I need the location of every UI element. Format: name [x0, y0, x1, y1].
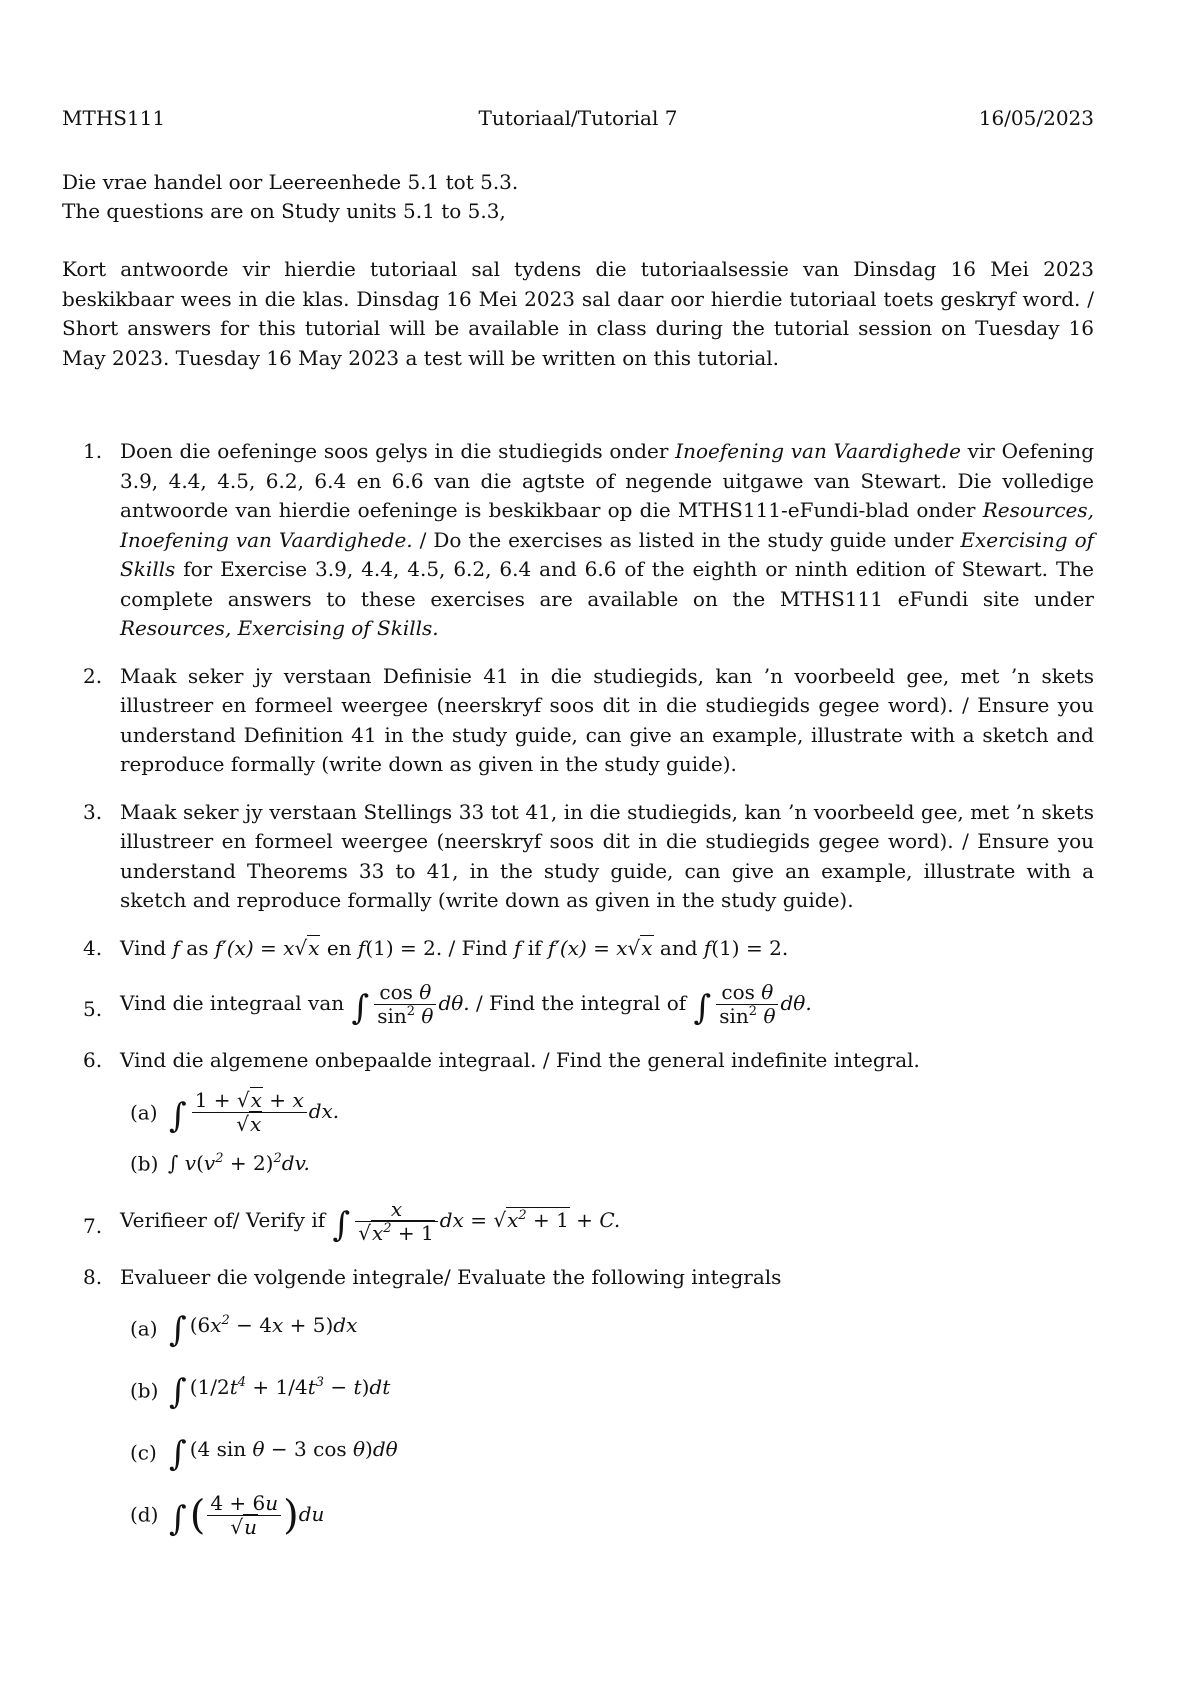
q1-text-d: Resources, Inoefening van Vaardighede.: [120, 498, 1095, 552]
question-4: [62, 934, 1094, 964]
q1-text-g: for Exercise 3.9, 4.4, 4.5, 6.2, 6.4 and 6.6 of the eighth or ninth edition of Stewart. The complete answers to these exercises are available on the MTHS111 eFundi site under: [120, 557, 1095, 611]
part-label: (a): [130, 1316, 158, 1341]
part-label: (b): [130, 1378, 159, 1403]
q8-text: Evalueer die volgende integrale/ Evaluate the following integrals: [120, 1264, 782, 1289]
math-integral-1: ∫ $\frac{\text{cos θ}}{\sin^2 \theta}$ dθ.: [351, 980, 470, 1028]
q8-part-a: [120, 1302, 1094, 1356]
math-integral-6b: ∫ $v(v^2 + 2)^2dv$.: [168, 1150, 310, 1175]
q1-text-f: Exercising of Skills: [120, 527, 1095, 581]
math-f: f: [513, 935, 522, 960]
q4-text: en: [326, 935, 352, 960]
q1-text-c: vir Oefening 3.9, 4.4, 4.5, 6.2, 6.4 en 6.6 van die agtste of negende uitgawe van Stewart. Die volledige antwoorde van hierdie oefeninge is beskikbaar op die MTHS111-eFundi-blad onder: [120, 439, 1094, 522]
math-derivative-eq: f′(x) = x√x: [214, 935, 320, 960]
math-integral-6a: ∫ $\frac{1 + √x + x}{√x}$ dx.: [169, 1088, 340, 1136]
part-label: (a): [130, 1099, 158, 1124]
q6-parts: [120, 1086, 1094, 1180]
question-number: 4.: [83, 935, 103, 960]
question-number: 5.: [83, 997, 103, 1021]
q1-text-a: Doen die oefeninge soos gelys in die studiegids onder: [120, 439, 669, 463]
math-derivative-eq: f′(x) = x√x: [547, 935, 653, 960]
q8-part-d: [120, 1488, 1094, 1542]
q7-text: Verifieer of/ Verify if: [120, 1207, 326, 1232]
q5-text: / Find the integral of: [476, 991, 687, 1015]
tutorial-page: [62, 106, 1094, 1560]
q4-text: if: [527, 935, 542, 960]
intro-english: The questions are on Study units 5.1 to 5.3,: [62, 199, 506, 223]
question-1: [62, 437, 1094, 644]
question-5: [62, 981, 1094, 1028]
math-initial-cond: f(1) = 2: [703, 935, 782, 960]
q4-text: . / Find: [435, 935, 508, 960]
q8-part-c: [120, 1426, 1094, 1480]
q4-text: as: [186, 935, 209, 960]
question-8: [62, 1263, 1094, 1543]
math-integral-2: ∫ $\frac{\text{cos θ}}{\sin^2 \theta}$ dθ.: [693, 980, 812, 1028]
q1-text-e: / Do the exercises as listed in the study guide under: [419, 527, 954, 552]
part-label: (d): [130, 1502, 159, 1527]
math-integral-8b: ∫ $(1/2t^4 + 1/4t^3 - t)dt$: [169, 1372, 391, 1412]
question-6: [62, 1046, 1094, 1180]
intro-afrikaans: Die vrae handel oor Leereenhede 5.1 tot 5.3.: [62, 170, 519, 194]
notice-paragraph: Kort antwoorde vir hierdie tutoriaal sal tydens die tutoriaalsessie van Dinsdag 16 Mei 2023 beskikbaar wees in die klas. Dinsdag 16 Mei 2023 sal daar oor hierdie tutoriaal toets geskryf word. / Short answers for this tutorial will be available in class during the tutorial session on Tuesday 16 May 2023. Tuesday 16 May 2023 a test will be written on this tutorial.: [62, 257, 1094, 370]
q8-part-b: [120, 1364, 1094, 1418]
q6-part-a: [120, 1086, 1094, 1140]
q8-parts: [120, 1302, 1094, 1542]
question-number: 1.: [83, 439, 103, 463]
question-3: [62, 798, 1094, 916]
math-f: f: [172, 935, 180, 960]
q4-text: .: [781, 935, 789, 960]
question-number: 6.: [83, 1048, 103, 1072]
part-label: (b): [130, 1150, 159, 1175]
q5-text: Vind die integraal van: [120, 991, 345, 1015]
q6-part-b: [120, 1148, 1094, 1180]
q4-text: Vind: [120, 935, 167, 960]
page-header: [62, 106, 1094, 130]
math-initial-cond: f(1) = 2: [357, 935, 436, 960]
q6-text: Vind die algemene onbepaalde integraal. / Find the general indefinite integral.: [120, 1048, 920, 1072]
question-number: 3.: [83, 799, 103, 824]
q3-text: Maak seker jy verstaan Stellings 33 tot 41, in die studiegids, kan ’n voorbeeld gee, met ’n skets illustreer en formeel weergee (neerskryf soos dit in die studiegids gegee word). / Ensure you understand Theorems 33 to 41, in the study guide, can give an example, illustrate with a sketch and reproduce formally (write down as given in the study guide).: [120, 799, 1094, 912]
part-label: (c): [130, 1440, 157, 1465]
question-list: [62, 437, 1094, 1542]
q1-text-b: Inoefening van Vaardighede: [675, 439, 961, 463]
course-code: MTHS111: [62, 106, 166, 130]
question-2: [62, 662, 1094, 780]
question-7: [62, 1198, 1094, 1245]
intro: [62, 168, 1094, 226]
q4-text: and: [659, 935, 698, 960]
q1-text-h: Resources, Exercising of Skills.: [120, 616, 439, 640]
math-integral-8c: ∫ (4 sin θ − 3 cos θ)dθ: [169, 1434, 398, 1474]
tutorial-date: 16/05/2023: [978, 106, 1094, 130]
question-number: 7.: [83, 1213, 103, 1238]
tutorial-title: Tutoriaal/Tutorial 7: [478, 106, 678, 130]
math-integral-8a: ∫ $(6x^2 - 4x + 5)dx$: [169, 1310, 358, 1350]
math-integral-7: ∫ $\frac{x}{√x^2 + 1}$ dx = $√x^2 + 1 + C$.: [332, 1196, 621, 1245]
math-integral-8d: ∫( $\frac{4 + 6u}{√u}$ )du: [169, 1490, 325, 1539]
question-number: 8.: [83, 1264, 103, 1289]
q2-text: Maak seker jy verstaan Definisie 41 in die studiegids, kan ’n voorbeeld gee, met ’n skets illustreer en formeel weergee (neerskryf soos dit in die studiegids gegee word). / Ensure you understand Definition 41 in the study guide, can give an example, illustrate with a sketch and reproduce formally (write down as given in the study guide).: [120, 663, 1094, 776]
question-number: 2.: [83, 663, 103, 688]
